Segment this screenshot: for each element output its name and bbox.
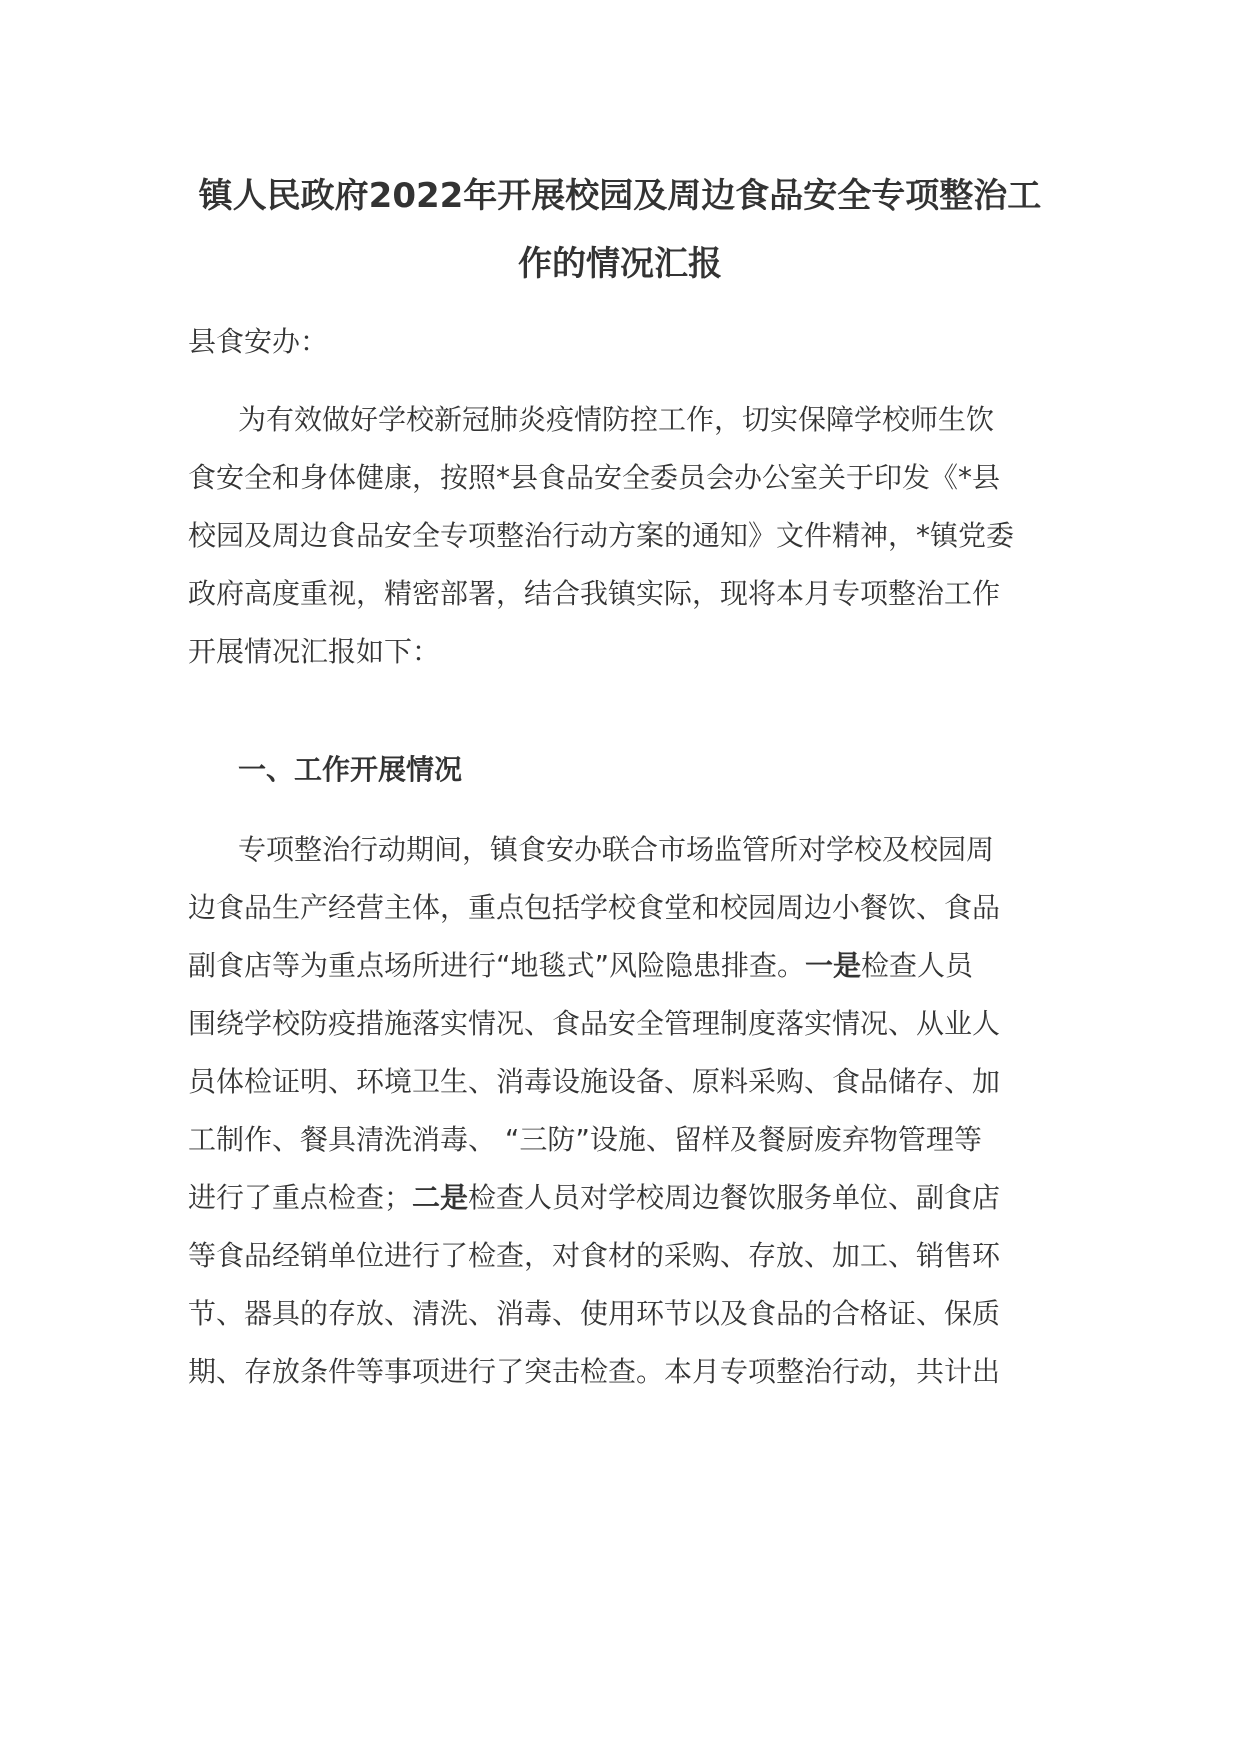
document-title-line-1: 镇人民政府2022年开展校园及周边食品安全专项整治工	[198, 176, 1042, 216]
salutation: 县食安办：	[188, 325, 329, 358]
paragraph-1-line: 食安全和身体健康，按照*县食品安全委员会办公室关于印发《*县	[188, 461, 1001, 494]
emphasis-second: 二是	[412, 1181, 469, 1214]
paragraph-2-text: 进行了重点检查；	[188, 1181, 413, 1214]
paragraph-2-line: 工制作、餐具清洗消毒、 “三防”设施、留样及餐厨废弃物管理等	[188, 1123, 982, 1156]
section-heading: 一、工作开展情况	[238, 753, 463, 786]
emphasis-first: 一是	[805, 949, 862, 982]
paragraph-2-line: 等食品经销单位进行了检查，对食材的采购、存放、加工、销售环	[188, 1239, 1001, 1272]
paragraph-2-line: 节、器具的存放、清洗、消毒、使用环节以及食品的合格证、保质	[188, 1297, 1001, 1330]
paragraph-2-line: 专项整治行动期间，镇食安办联合市场监管所对学校及校园周	[238, 833, 995, 866]
document-title-line-2: 作的情况汇报	[518, 244, 722, 284]
paragraph-2-line: 员体检证明、环境卫生、消毒设施设备、原料采购、食品储存、加	[188, 1065, 1001, 1098]
paragraph-2-text: 检查人员	[861, 949, 974, 982]
paragraph-2-line: 围绕学校防疫措施落实情况、食品安全管理制度落实情况、从业人	[188, 1007, 1001, 1040]
paragraph-2-text: 检查人员对学校周边餐饮服务单位、副食店	[468, 1181, 1001, 1214]
paragraph-1-line: 政府高度重视，精密部署，结合我镇实际，现将本月专项整治工作	[188, 577, 1001, 610]
paragraph-1-line: 校园及周边食品安全专项整治行动方案的通知》文件精神，*镇党委	[188, 519, 1015, 552]
paragraph-2-line: 期、存放条件等事项进行了突击检查。本月专项整治行动，共计出	[188, 1355, 1001, 1388]
paragraph-1-line: 为有效做好学校新冠肺炎疫情防控工作，切实保障学校师生饮	[238, 403, 995, 436]
paragraph-1-line: 开展情况汇报如下：	[188, 635, 441, 668]
paragraph-2-line: 边食品生产经营主体，重点包括学校食堂和校园周边小餐饮、食品	[188, 891, 1001, 924]
paragraph-2-line	[188, 946, 1054, 986]
paragraph-2-line	[188, 1178, 1054, 1218]
paragraph-2-text: 副食店等为重点场所进行“地毯式”风险隐患排查。	[188, 949, 806, 982]
